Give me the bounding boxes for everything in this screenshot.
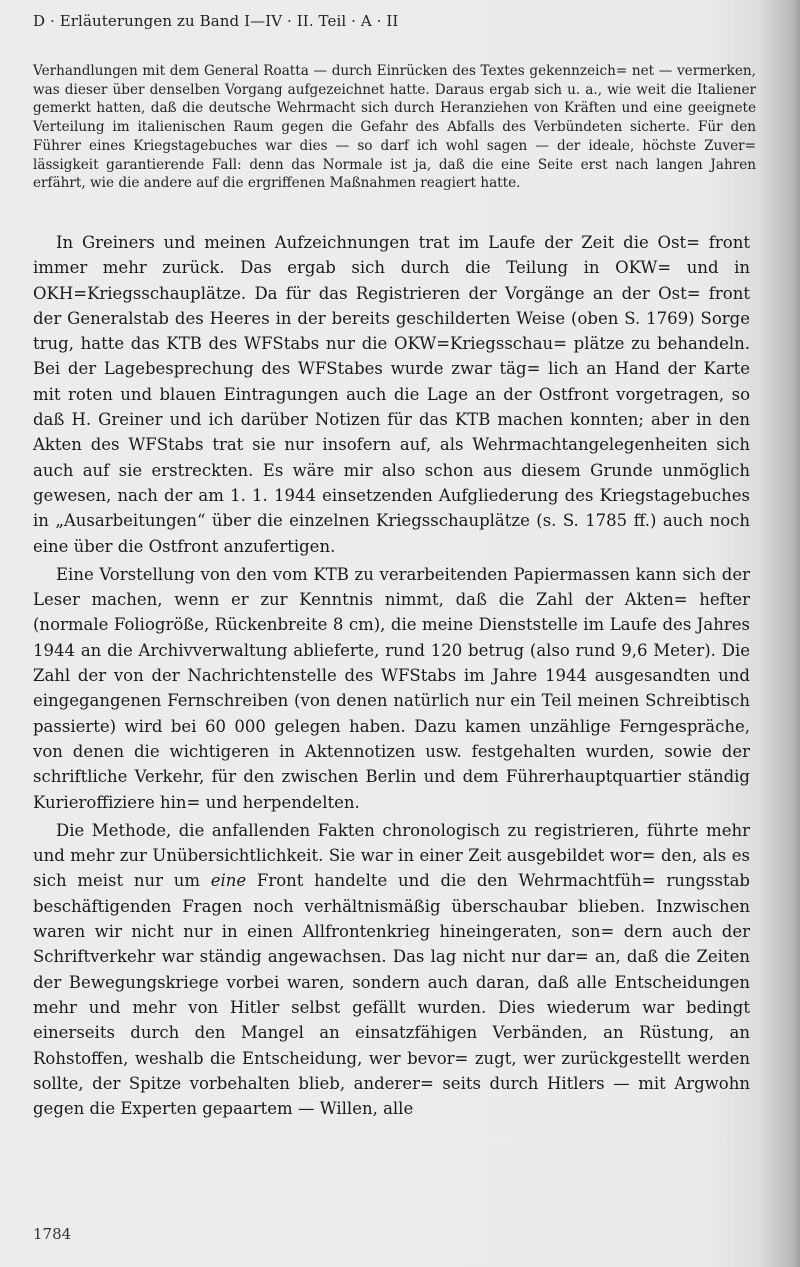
emphasis-eine: eine [210, 871, 247, 891]
paragraph-3 [33, 818, 750, 1122]
paragraph-3-part-2: Front handelte und die den Wehrmachtfüh= rungsstab beschäftigenden Fragen noch verhältnismäßig überschaubar blieben. Inzwischen waren wir nicht nur in einen Allfrontenkrieg hineingeraten, son= dern auch der Schriftverkehr war ständig angewachsen. Das lag nicht nur dar= an, daß die Zeiten der Bewegungskriege vorbei waren, sondern auch daran, daß alle Entscheidungen mehr und mehr von Hitler selbst gefällt wurden. Dies wiederum war bedingt einerseits durch den Mangel an einsatzfähigen Verbänden, an Rüstung, an Rohstoffen, weshalb die Entscheidung, wer bevor= zugt, wer zurückgestellt werden sollte, der Spitze vorbehalten blieb, anderer= seits durch Hitlers — mit Argwohn gegen die Experten gepaartem — Willen, alle [33, 871, 750, 1119]
paragraph-2: Eine Vorstellung von den vom KTB zu verarbeitenden Papiermassen kann sich der Leser machen, wenn er zur Kenntnis nimmt, daß die Zahl der Akten= hefter (normale Foliogröße, Rückenbreite 8 cm), die meine Dienststelle im Laufe des Jahres 1944 an die Archivverwaltung ablieferte, rund 120 betrug (also rund 9,6 Meter). Die Zahl der von der Nachrichtenstelle des WFStabs im Jahre 1944 ausgesandten und eingegangenen Fernschreiben (von denen natürlich nur ein Teil meinen Schreibtisch passierte) wird bei 60 000 gelegen haben. Dazu kamen unzählige Ferngespräche, von denen die wichtigeren in Aktennotizen usw. festgehalten wurden, sowie der schriftliche Verkehr, für den zwischen Berlin und dem Führerhauptquartier ständig Kurieroffiziere hin= und herpendelten. [33, 564, 750, 812]
main-text [33, 230, 750, 1124]
running-head: D · Erläuterungen zu Band I—IV · II. Teil · A · II [33, 12, 399, 30]
paragraph-1: In Greiners und meinen Aufzeichnungen trat im Laufe der Zeit die Ost= front immer mehr zurück. Das ergab sich durch die Teilung in OKW= und in OKH=Kriegsschauplätze. Da für das Registrieren der Vorgänge an der Ost= front der Generalstab des Heeres in der bereits geschilderten Weise (oben S. 1769) Sorge trug, hatte das KTB des WFStabs nur die OKW=Kriegsschau= plätze zu behandeln. Bei der Lagebesprechung des WFStabes wurde zwar täg= lich an Hand der Karte mit roten und blauen Eintragungen auch die Lage an der Ostfront vorgetragen, so daß H. Greiner und ich darüber Notizen für das KTB machen konnten; aber in den Akten des WFStabs trat sie nur insofern auf, als Wehrmachtangelegenheiten sich auch auf sie erstreckten. Es wäre mir also schon aus diesem Grunde unmöglich gewesen, nach der am 1. 1. 1944 einsetzenden Aufgliederung des Kriegstagebuches in „Ausarbeitungen“ über die einzelnen Kriegsschauplätze (s. S. 1785 ff.) auch noch eine über die Ostfront anzufertigen. [33, 233, 750, 556]
indented-note: Verhandlungen mit dem General Roatta — durch Einrücken des Textes gekennzeich= net — vermerken, was dieser über denselben Vorgang aufgezeichnet hatte. Daraus ergab sich u. a., wie weit die Italiener gemerkt hatten, daß die deutsche Wehrmacht sich durch Heranziehen von Kräften und eine geeignete Verteilung im italienischen Raum gegen die Gefahr des Abfalls des Verbündeten sicherte. Für den Führer eines Kriegstagebuches war dies — so darf ich wohl sagen — der ideale, höchste Zuver= lässigkeit garantierende Fall: denn das Normale ist ja, daß die eine Seite erst nach langen Jahren erfährt, wie die andere auf die ergriffenen Maßnahmen reagiert hatte. [33, 63, 756, 192]
page-number: 1784 [33, 1225, 72, 1243]
paragraph-3-part-1: Die Methode, die anfallenden Fakten chronologisch zu registrieren, führte mehr und mehr zur Unübersichtlichkeit. Sie war in einer Zeit ausgebildet wor= den, als es sich meist nur um [33, 820, 750, 891]
